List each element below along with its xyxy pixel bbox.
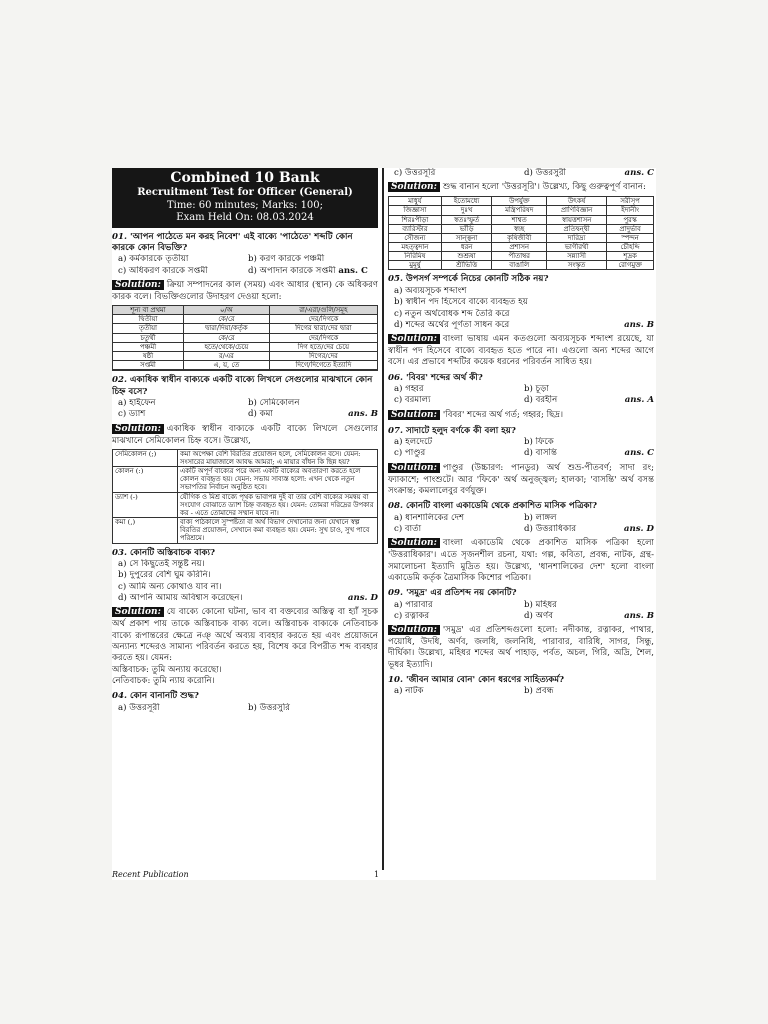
option-d [394,320,654,331]
table-cell: চৌহদ্দি [607,243,654,252]
solution-label: Solution: [388,538,440,548]
table-row [113,467,378,492]
question-01 [112,232,378,255]
table-cell: পঞ্চমী [113,342,184,351]
exam-subtitle: Recruitment Test for Officer (General) [137,187,353,199]
table-row [389,243,654,252]
question-number: 05. [388,274,403,285]
option-d-text: d) বরহীন [524,395,558,406]
options-06 [388,384,654,407]
table-cell: কে/রে [183,315,269,324]
solution-label: Solution: [388,182,440,192]
table-cell: সেমিকোলন (;) [113,449,178,466]
option-c: c) বার্তা [394,523,422,534]
answer: ans. C [624,168,654,178]
exam-header [112,168,378,228]
table-cell: নিরিমিষ [389,252,442,261]
option-c: c) বরমাল্য [394,395,431,406]
question-10 [388,675,654,686]
options-07 [388,437,654,460]
question-number: 10. [388,675,403,686]
right-column [388,168,654,870]
solution-label: Solution: [388,410,440,420]
option-c: c) পাণ্ডুর [394,448,426,459]
table-cell: সরীসৃপ [607,197,654,206]
table-cell: শ্রীভিত্তি [441,261,492,270]
publisher-footer: Recent Publication [112,870,189,879]
question-text: একাধিক স্বাধীন বাক্যকে একটি বাক্যে লিখলে সেগুলোর মাঝখানে কোন চিহ্ন বসে? [112,375,373,397]
option-d-text: d) অর্ণব [524,610,554,621]
question-07 [388,426,654,437]
question-text: কোন বানানটি শুদ্ধ? [129,691,199,702]
options-08 [388,513,654,536]
solution-label: Solution: [112,424,164,434]
option-a: a) পারাবার [394,599,433,610]
solution-06 [388,410,654,422]
option-a: a) কর্মকারকে তৃতীয়া [118,254,189,265]
solution-text: 'সমুদ্র' এর প্রতিশব্দগুলো হলো: নদীকান্ত, রত্নাকর, পাথার, পয়োধি, উদধি, অর্ণব, জলধি, জলনিধি, পারাবার, বারিধি, সাগর, সিন্ধু, দীর্ঘিকা। উল্লেখ্য, মহিধর শব্দের অর্থ পাহাড়, পর্বত, অচল, গিরি, অদ্রি, শৈল, ভূধর ইত্যাদি। [388,625,654,670]
table-row [389,206,654,215]
option-d [524,168,654,179]
options-04-ab [112,703,378,714]
question-text: কোনটি বাংলা একাডেমি থেকে প্রকাশিত মাসিক পত্রিকা? [405,501,598,512]
option-d-text: d) অপাদান কারকে সপ্তমী [248,265,336,276]
option-c: c) ড্যাশ [118,409,146,420]
question-number: 08. [388,501,403,512]
solution-text: যে বাক্যে কোনো ঘটনা, ভাব বা বক্তব্যের অস্তিত্ব বা হ্যাঁ সূচক অর্থ প্রকাশ পায় তাকে অস্তিবাচক বাক্য বলে। অস্তিবাচক বাক্যকে নেতিবাচক বাক্যে রূপান্তরের ক্ষেত্রে নঞ্ অর্থে অব্যয় ব্যবহার করতে হয় এবং প্রয়োজনে অন্যান্য শব্দেরও সামান্য পরিবর্তন করতে হয়, বিশেষ করে বিপরীত শব্দ ব্যবহার করতে হয়। যেমন: [112,607,378,664]
option-a: a) অব্যয়সূচক শব্দাংশ [394,285,467,296]
table-cell: সপ্তমী [113,361,184,370]
table-cell: ষষ্ঠী [113,351,184,360]
table-cell: কোলন (:) [113,467,178,492]
question-number: 03. [112,547,127,558]
table-cell [113,370,184,371]
table-cell: সংস্কৃত [547,261,607,270]
left-column [112,168,378,870]
example-positive: অস্তিবাচক: তুমি অন্যায় করেছো। [112,664,222,675]
table-row [389,233,654,242]
table-cell: তৃতীয়া [113,324,184,333]
table-cell: কমা (,) [113,518,178,543]
table-cell: ভাঁড়ি [441,224,492,233]
option-d [248,409,378,420]
solution-text: পাণ্ডুর (উচ্চারণ: পানডুর) অর্থ শুভ্র-পীতবর্ণ; সাদা রং; ফ্যাকাশে; পাংশুটে। আর 'ফিকে' অর্থ অনুজ্জ্বল; হালকা; 'বাসন্তি' অর্থ বসন্ত সংক্রান্ত; কমলালেবুর বর্ণযুক্ত। [388,462,654,496]
question-04 [112,691,378,702]
option-d-text: d) আপনি আমায় অবিশ্বাস করেছেন। [118,592,243,603]
table-cell: সৌজন্য [389,233,442,242]
solution-04 [388,182,654,194]
solution-text: বাংলা একাডেমি থেকে প্রকাশিত মাসিক পত্রিকা হলো 'উত্তরাধিকার'। এতে সৃজনশীল রচনা, যথা: গল্প, কবিতা, প্রবন্ধ, নাটক, গ্রন্থ-সমালোচনা ইত্যাদি মুদ্রিত হয়। উল্লেখ্য, 'ধানশালিকের দেশ' হলো বাংলা একাডেমি কর্তৃক ত্রৈমাসিক কিশোর পত্রিকা। [388,538,654,583]
solution-label: Solution: [388,625,440,635]
question-06 [388,373,654,384]
table-cell: প্রতিদ্বন্দ্বী [547,224,607,233]
table-cell: দারিদ্র্য [547,233,607,242]
table-cell: ধরন [441,243,492,252]
solution-label: Solution: [388,334,440,344]
option-d [118,593,378,604]
answer: ans. D [623,523,654,534]
table-row [113,361,378,370]
table-cell [269,370,377,371]
exam-page [112,168,656,880]
answer: ans. B [348,409,378,420]
table-row [113,333,378,342]
option-c: c) উত্তরসূরি [394,168,436,178]
table-cell: কমা অপেক্ষা বেশি বিরতির প্রয়োজন হলে, সেমিকোলন বসে। যেমন: সংসারের মায়াজালে আবদ্ধ আমরা; এ মায়ার বাঁধন কি ছিন্ন হয়? [178,449,378,466]
options-04-cd [388,168,654,179]
solution-02 [112,424,378,447]
table-cell: সন্ন্যাসী [547,252,607,261]
option-c: c) আমি অন্য কোথাও যাব না। [118,581,222,592]
table-cell: দ্বিতীয়া [113,315,184,324]
table-cell: চতুর্থী [113,333,184,342]
solution-label: Solution: [112,280,164,290]
table-row [113,370,378,371]
question-08 [388,501,654,512]
option-b: b) প্রবন্ধ [524,686,554,697]
option-d-text: d) কমা [248,409,273,420]
solution-label: Solution: [112,607,164,617]
exam-time-marks: Time: 60 minutes; Marks: 100; [166,199,324,211]
solution-text: একাধিক স্বাধীন বাক্যকে একটি বাক্যে লিখলে সেগুলোর মাঝখানে সেমিকোলন চিহ্ন বসে। উল্লেখ্য, [112,423,378,446]
table-cell: বাক্য পাঠকালে সুস্পষ্টতা বা অর্থ বিভাগ দেখানোর জন্য যেখানে স্বল্প বিরতির প্রয়োজন, সেখানে কমা ব্যবহৃত হয়। যেমন: সুখ চাও, সুখ পাবে পরিশ্রমে। [178,518,378,543]
answer: ans. C [624,448,654,459]
question-number: 06. [388,372,403,383]
vibhakti-table [112,305,378,371]
solution-text: শুদ্ধ বানান হলো 'উত্তরসূরি'। উল্লেখ্য, কিছু গুরুত্বপূর্ণ বানান: [442,182,646,193]
option-c: c) রত্নাকর [394,610,430,621]
question-09 [388,588,654,599]
table-cell: হতে/থেকে/চেয়ে [183,342,269,351]
table-cell [183,370,269,371]
table-cell: ভাগীরথী [547,243,607,252]
question-text: 'জীবন আমার বোন' কোন ধরণের সাহিত্যকর্ম? [405,675,565,686]
table-cell: বাঙালি [492,261,547,270]
solution-05 [388,334,654,369]
option-d [524,395,654,406]
option-a: a) ধানশালিকের দেশ [394,512,465,523]
table-cell: মহত্ত্বদান [389,243,442,252]
option-b: b) দুপুরের বেশি ঘুম করিনি। [118,570,211,581]
table-row [389,252,654,261]
question-text: সাদাটে হলুদ বর্ণকে কী বলা হয়? [405,425,516,436]
option-c: c) নতুন অর্থবোধক শব্দ তৈরি করে [394,308,510,319]
question-text: 'সমুদ্র' এর প্রতিশব্দ নয় কোনটি? [405,588,517,599]
question-05 [388,274,654,285]
question-number: 07. [388,425,403,436]
option-a: a) সে কিছুতেই সন্তুষ্ট নয়। [118,558,205,569]
table-row [113,449,378,466]
solution-08 [388,538,654,584]
table-cell: দিগের দ্বারা/দের দ্বারা [269,324,377,333]
table-cell: উৎকর্ষ [547,197,607,206]
table-cell: পীতাম্বর [492,252,547,261]
spelling-table [388,196,654,270]
table-cell: শূদ্রক [607,252,654,261]
table-cell: পুরস্ক [607,215,654,224]
table-cell: রোগমুক্ত [607,261,654,270]
table-cell: জিজ্ঞাসা [389,206,442,215]
option-b: b) চূড়া [524,384,549,395]
solution-09 [388,625,654,671]
table-cell: একটি অপূর্ণ বাক্যের পরে অন্য একটি বাক্যের অবতারণা করতে হলে কোলন ব্যবহৃত হয়। যেমন: সভায় সাব্যস্ত হলো: এখন থেকে নতুন সভাপতির নির্বাচন অনুষ্ঠিত হবে। [178,467,378,492]
table-cell: ইতোমধ্যে [441,197,492,206]
table-row [389,224,654,233]
question-number: 04. [112,691,127,702]
option-d-text: d) বাসন্তি [524,448,557,459]
option-a: a) হলদেটে [394,437,433,447]
option-a: a) নাটক [394,686,424,697]
table-cell: কৃষিজীবী [492,233,547,242]
table-cell: মন্ত্রিপরিষদ [492,206,547,215]
option-d [524,448,654,459]
solution-03 [112,607,378,664]
table-cell: কে/রে [183,333,269,342]
solution-text: 'বিবর' শব্দের অর্থ গর্ত; গহ্বর; ছিদ্র। [442,409,564,420]
table-cell: সান্ত্বনা [441,233,492,242]
table-row [389,215,654,224]
table-row [113,342,378,351]
table-cell: প্রশাসন [492,243,547,252]
solution-01 [112,280,378,303]
table-cell: শাশ্বত [492,215,547,224]
table-cell: স্পন্দন [607,233,654,242]
options-10 [388,686,654,697]
table-cell: উপর্যুক্ত [492,197,547,206]
table-cell: স্বতঃস্ফূর্ত [441,215,492,224]
table-cell: স্বচ্ছ [492,224,547,233]
options-01 [112,254,378,277]
answer: ans. C [338,265,368,276]
option-d-text: d) উত্তরাধিকার [524,523,577,534]
table-cell: মাধুর্য [389,197,442,206]
question-02 [112,375,378,398]
table-cell: দিগ হতে/দের চেয়ে [269,342,377,351]
answer: ans. B [624,610,654,621]
question-03 [112,548,378,559]
table-header-cell: ০/অ [183,306,269,315]
table-cell: এ, য়, তে [183,361,269,370]
option-b: b) সেমিকোলন [248,397,300,408]
option-d [524,611,654,622]
option-b: b) করণ কারকে পঞ্চমী [248,254,325,265]
option-c: c) অধিকরণ কারকে সপ্তমী [118,265,208,276]
options-03 [112,559,378,604]
option-d-text: d) শব্দের অর্থের পূর্ণতা সাধন করে [394,319,510,330]
question-number: 09. [388,588,403,599]
table-cell: ড্যাশ (-) [113,492,178,517]
option-d-text: d) উত্তরসুরী [524,168,567,178]
table-row [113,518,378,543]
question-number: 01. [112,231,127,242]
option-a: a) গহ্বর [394,384,424,395]
solution-label: Solution: [388,463,440,473]
option-d [524,524,654,535]
option-d [248,266,378,277]
page-number: 1 [374,870,380,879]
option-b: b) লাঙ্গল [524,512,557,523]
exam-title: Combined 10 Bank [170,170,320,186]
options-05 [388,286,654,331]
option-a: a) উত্তরসূরী [118,702,160,713]
table-row [389,197,654,206]
table-cell: শুশ্রূষা [441,252,492,261]
options-02 [112,398,378,421]
options-09 [388,600,654,623]
table-cell: দের/দিগকে [269,333,377,342]
table-cell: ইদানীং [607,206,654,215]
answer: ans. B [624,319,654,330]
answer: ans. D [347,592,378,603]
table-cell: যৌগিক ও মিশ্র বাক্যে পৃথক ভাবাপন্ন দুই বা তার বেশি বাক্যের সমন্বয় বা সংযোগ বোঝাতে ড্যাশ চিহ্ন ব্যবহৃত হয়। যেমন: তোমরা দরিদ্রের উপকার কর - এতে তোমাদের সম্মান যাবে না। [178,492,378,517]
table-cell: প্রাদুর্ভাব [607,224,654,233]
answer: ans. A [624,395,654,406]
question-text: 'বিবর' শব্দের অর্থ কী? [405,372,483,383]
table-row [113,324,378,333]
table-row [389,261,654,270]
table-cell: স্বায়ত্তশাসন [547,215,607,224]
table-cell: প্রাণিবিজ্ঞান [547,206,607,215]
question-text: উপসর্গ সম্পর্কে নিচের কোনটি সঠিক নয়? [405,274,549,285]
table-cell: দের/দিগকে [269,315,377,324]
solution-07 [388,463,654,498]
option-b: b) ফিকে [524,437,554,447]
solution-text: বাংলা ভাষায় এমন কতগুলো অব্যয়সূচক শব্দাংশ রয়েছে, যা স্বাধীন পদ হিসেবে বাক্যে ব্যবহৃত হতে পারে না। এগুলো অন্য শব্দের আগে বসে। এর প্রভাবে শব্দটির কয়েক ধরনের পরিবর্তন সাধিত হয়। [388,334,654,368]
question-text: 'আপন পাঠেতে মন করহ নিবেশ' এই বাক্যে 'পাঠেতে' শব্দটি কোন কারকে কোন বিভক্তি? [112,231,353,253]
option-b: b) স্বাধীন পদ হিসেবে বাক্যে ব্যবহৃত হয় [394,297,528,308]
table-header-cell: রা/এরা/গুলি/সমূহ [269,306,377,315]
option-a: a) হাইফেন [118,397,156,408]
table-cell: দিগের/দের [269,351,377,360]
question-text: কোনটি অস্তিবাচক বাক্য? [129,547,216,558]
table-cell: মুমূর্ষু [389,261,442,270]
table-row [113,492,378,517]
table-cell: শিরঃপীড়া [389,215,442,224]
exam-date: Exam Held On: 08.03.2024 [176,211,314,223]
solution-text: ক্রিয়া সম্পাদনের কাল (সময়) এবং আধার (স্থান) কে অধিকরণ কারক বলে। বিভক্তিগুলোর উদাহরণ দেওয়া হলো: [112,279,378,302]
option-b: b) মহিধর [524,599,557,610]
table-cell: র/এর [183,351,269,360]
column-divider [382,168,384,870]
table-cell: দ্বারা/দিয়া/কর্তৃক [183,324,269,333]
punctuation-table [112,449,378,544]
table-cell: দিগে/দিগেতে ইত্যাদি [269,361,377,370]
table-header-cell: শূন্য বা প্রথমা [113,306,184,315]
example-negative: নেতিবাচক: তুমি ন্যায় করোনি। [112,675,215,686]
question-number: 02. [112,375,127,386]
table-row [113,315,378,324]
table-row [113,351,378,360]
table-cell: ব্যারিস্টার [389,224,442,233]
table-cell: দুঃখ [441,206,492,215]
option-b: b) উত্তরসুরি [248,702,291,713]
